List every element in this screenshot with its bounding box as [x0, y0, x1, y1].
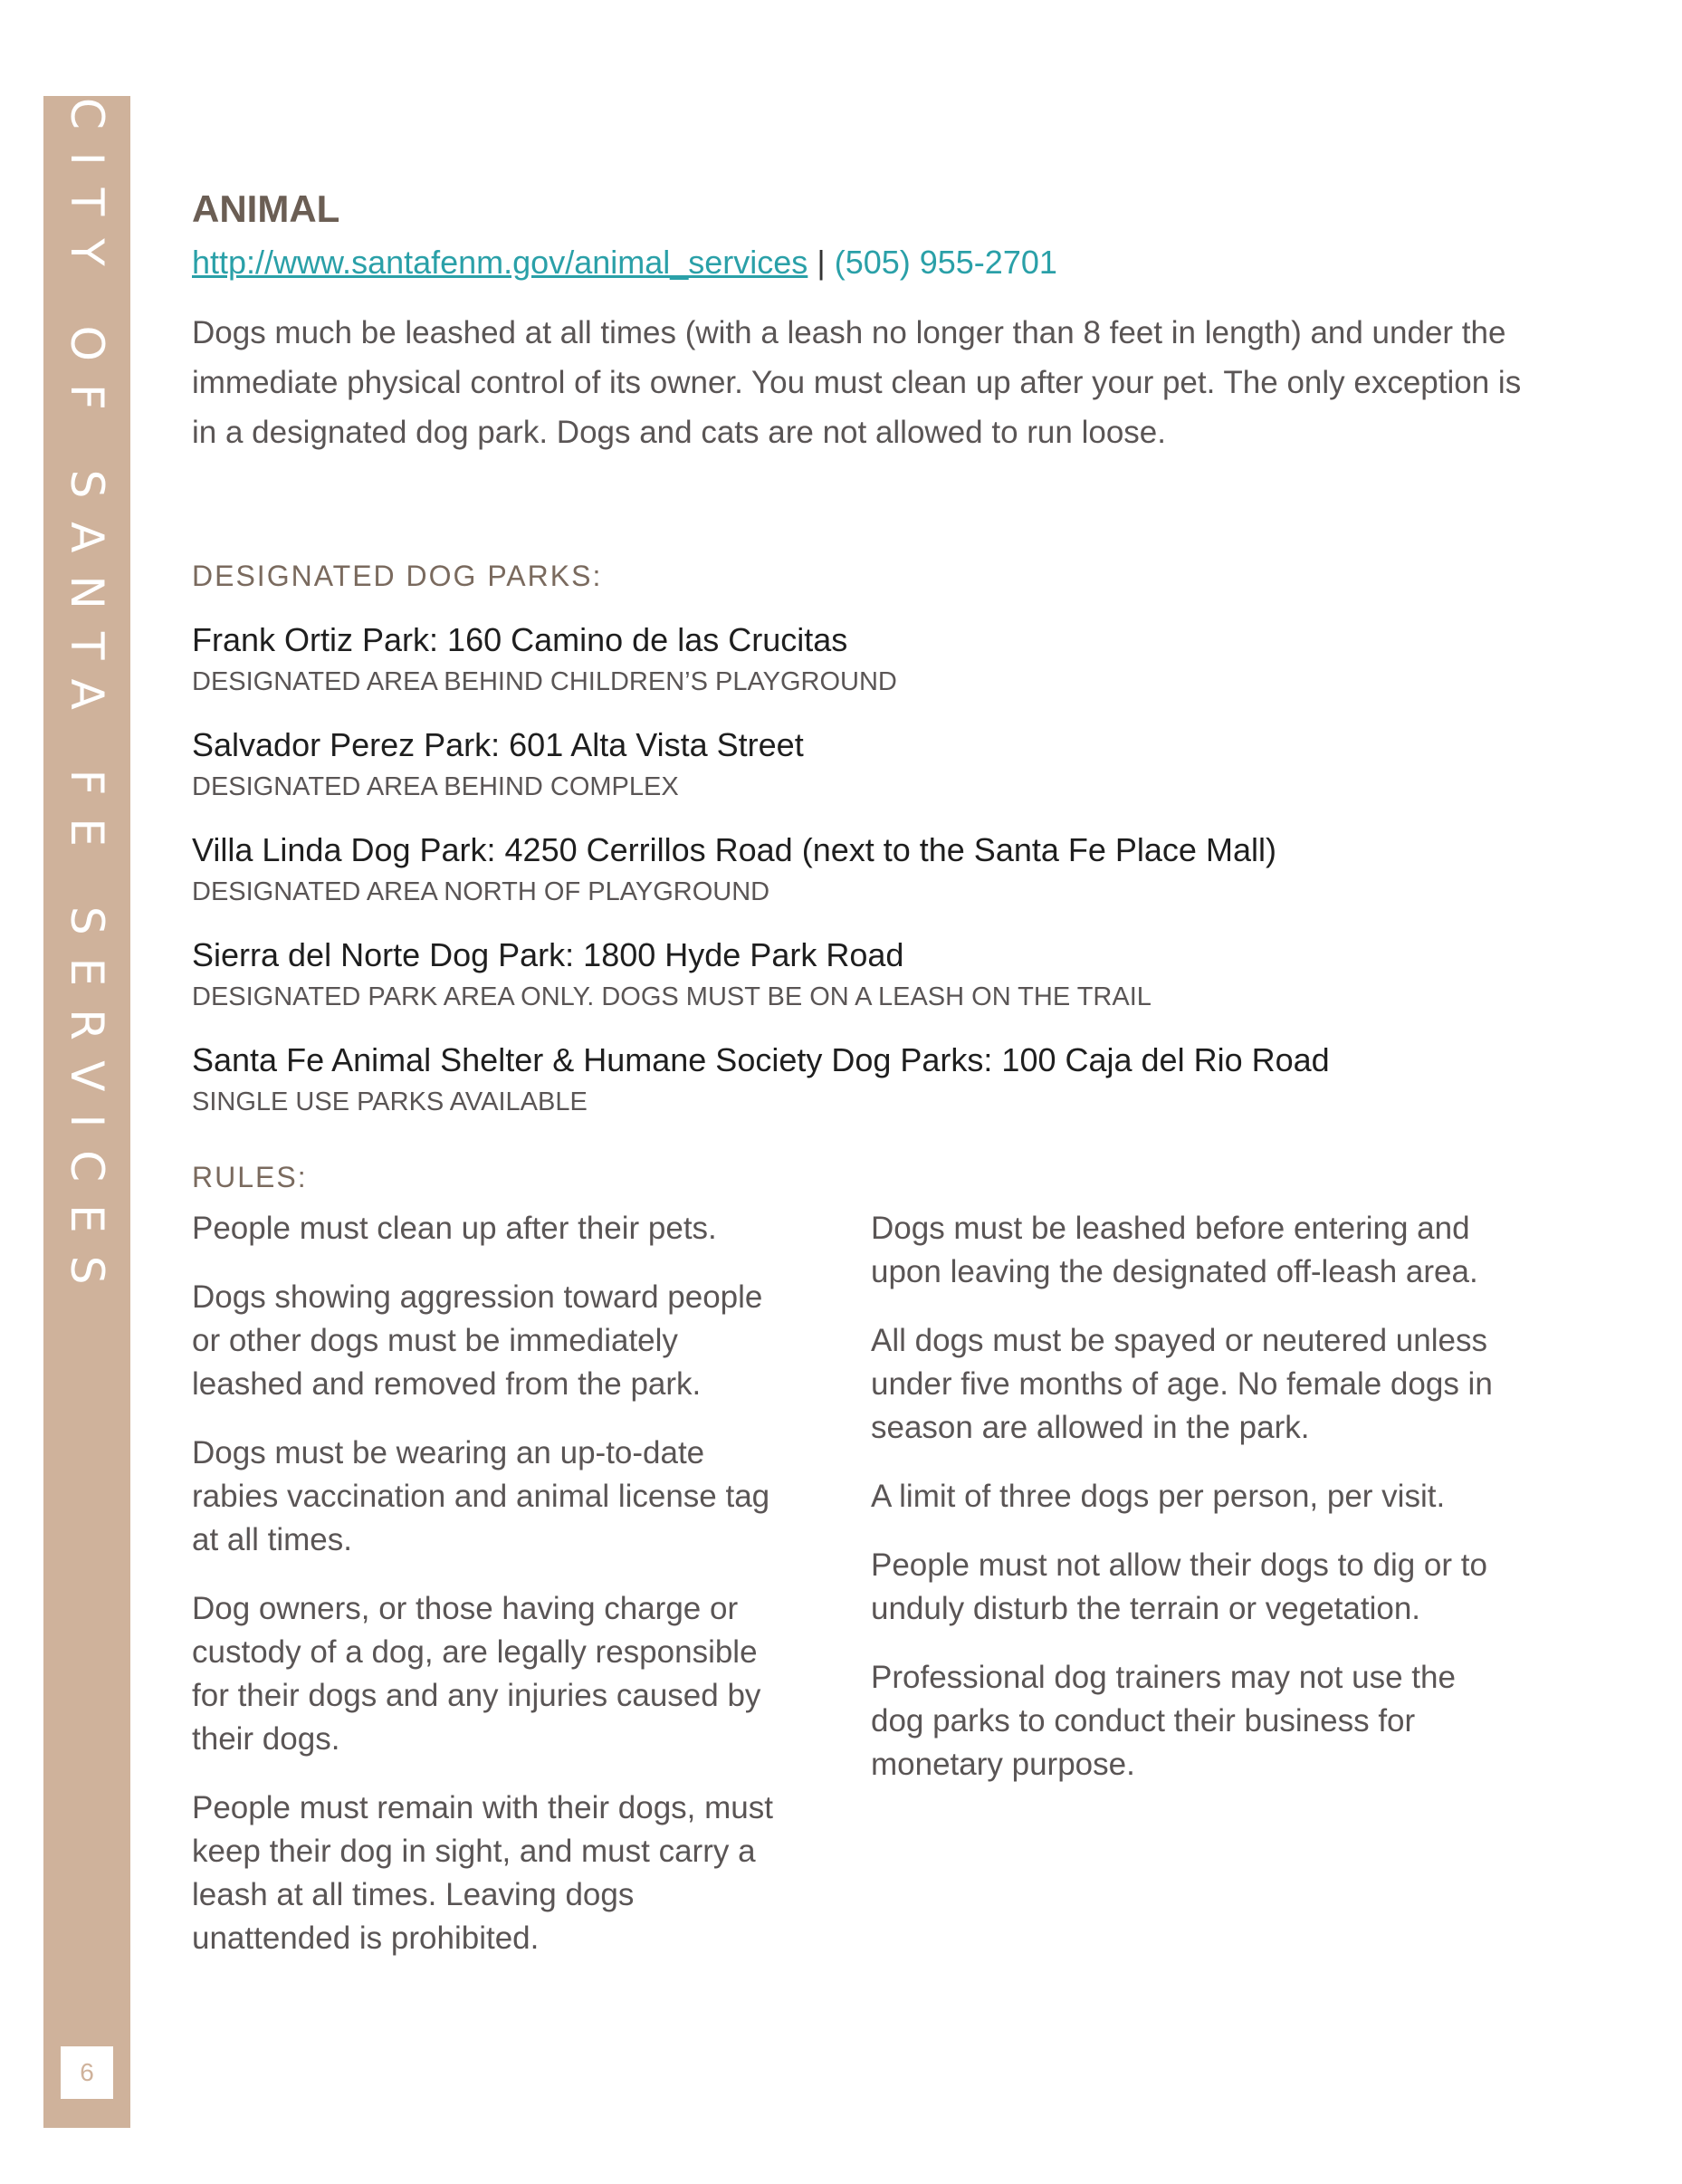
park-name: Santa Fe Animal Shelter & Humane Society Dog Parks: 100 Caja del Rio Road: [192, 1041, 1330, 1078]
park-item: [192, 722, 1523, 805]
phone-number: (505) 955-2701: [834, 244, 1057, 281]
park-note: DESIGNATED AREA BEHIND COMPLEX: [192, 772, 679, 801]
sidebar-title: CITY OF SANTA FE SERVICES: [61, 98, 113, 1308]
rules-column-left: [192, 1207, 789, 1986]
park-item: [192, 827, 1523, 910]
section-title: ANIMAL: [192, 187, 340, 230]
rules-heading: RULES:: [192, 1161, 308, 1193]
contact-separator: |: [817, 244, 826, 281]
park-name: Frank Ortiz Park: 160 Camino de las Crucitas: [192, 621, 848, 658]
rule-item: People must remain with their dogs, must keep their dog in sight, and must carry a leash at all times. Leaving dogs unattended is prohibited.: [192, 1790, 773, 1956]
parks-list: [192, 617, 1523, 1120]
park-item: [192, 617, 1523, 700]
park-note: DESIGNATED AREA BEHIND CHILDREN’S PLAYGROUND: [192, 667, 897, 696]
rule-item: All dogs must be spayed or neutered unless under five months of age. No female dogs in season are allowed in the park.: [871, 1323, 1493, 1445]
parks-heading: DESIGNATED DOG PARKS:: [192, 560, 603, 592]
rule-item: Dogs must be wearing an up-to-date rabies vaccination and animal license tag at all times.: [192, 1435, 770, 1557]
page-number: 6: [61, 2046, 113, 2099]
rule-item: People must not allow their dogs to dig or to unduly disturb the terrain or vegetation.: [871, 1547, 1487, 1626]
rule-item: People must clean up after their pets.: [192, 1211, 717, 1246]
animal-services-link[interactable]: http://www.santafenm.gov/animal_services: [192, 244, 808, 281]
park-note: DESIGNATED AREA NORTH OF PLAYGROUND: [192, 877, 770, 906]
rule-item: Professional dog trainers may not use the dog parks to conduct their business for monetary purpose.: [871, 1660, 1456, 1782]
rule-item: A limit of three dogs per person, per visit.: [871, 1479, 1446, 1514]
main-content: [192, 181, 1523, 1986]
rule-item: Dogs showing aggression toward people or other dogs must be immediately leashed and removed from the park.: [192, 1279, 763, 1402]
rules-column-right: [871, 1207, 1496, 1986]
rules-columns: [192, 1207, 1523, 1986]
rule-item: Dogs must be leashed before entering and upon leaving the designated off-leash area.: [871, 1211, 1478, 1289]
park-item: [192, 1037, 1523, 1120]
park-item: [192, 932, 1523, 1015]
intro-paragraph: Dogs much be leashed at all times (with a leash no longer than 8 feet in length) and under the immediate physical control of its owner. You must clean up after your pet. The only exception is in a designated dog park. Dogs and cats are not allowed to run loose.: [192, 315, 1522, 450]
park-name: Sierra del Norte Dog Park: 1800 Hyde Park Road: [192, 936, 904, 973]
rule-item: Dog owners, or those having charge or custody of a dog, are legally responsible for their dogs and any injuries caused by their dogs.: [192, 1591, 761, 1757]
park-name: Villa Linda Dog Park: 4250 Cerrillos Road (next to the Santa Fe Place Mall): [192, 831, 1276, 868]
contact-line: [192, 237, 1523, 288]
park-note: DESIGNATED PARK AREA ONLY. DOGS MUST BE ON A LEASH ON THE TRAIL: [192, 982, 1152, 1011]
park-name: Salvador Perez Park: 601 Alta Vista Street: [192, 726, 804, 763]
park-note: SINGLE USE PARKS AVAILABLE: [192, 1087, 588, 1116]
